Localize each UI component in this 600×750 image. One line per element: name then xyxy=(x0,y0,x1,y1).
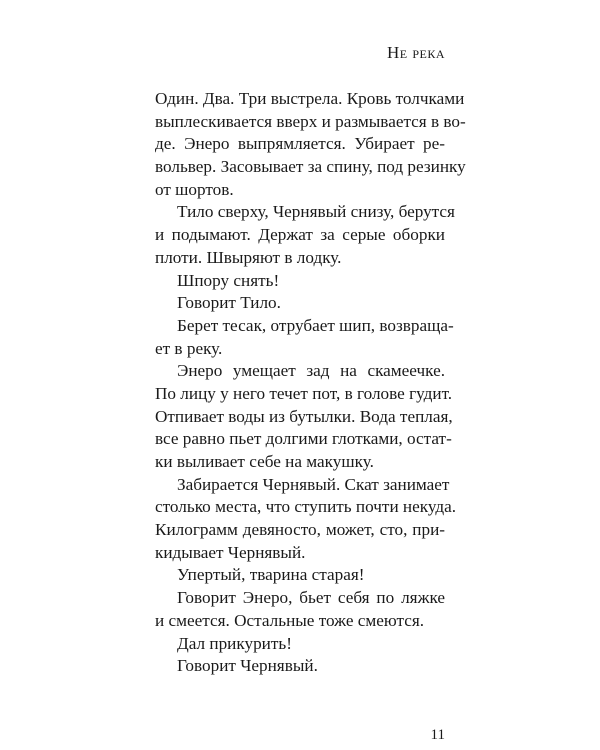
text-line: Говорит Тило. xyxy=(177,293,281,313)
text-line: Шпору снять! xyxy=(177,270,280,290)
text-line: и подымают. Держат за серые оборки xyxy=(155,225,445,245)
text-line: плоти. Швыряют в лодку. xyxy=(155,247,342,267)
text-line: Дал прикурить! xyxy=(177,633,292,653)
running-header: Не река xyxy=(386,43,445,62)
text-line: Забирается Чернявый. Скат занимает xyxy=(177,474,450,494)
text-line: Килограмм девяносто, может, сто, при- xyxy=(155,520,445,540)
text-line: от шортов. xyxy=(155,179,234,199)
text-line: Отпивает воды из бутылки. Вода теплая, xyxy=(155,406,453,426)
text-line: Говорит Энеро, бьет себя по ляжке xyxy=(177,588,445,608)
text-line: Говорит Чернявый. xyxy=(177,656,318,676)
text-line: Энеро умещает зад на скамеечке. xyxy=(177,361,445,381)
text-line: столько места, что ступить почти некуда. xyxy=(155,497,457,517)
text-line: кидывает Чернявый. xyxy=(155,542,306,562)
text-line: все равно пьет долгими глотками, остат- xyxy=(155,429,452,449)
body-text xyxy=(155,88,466,678)
text-line: де. Энеро выпрямляется. Убирает ре- xyxy=(155,134,445,154)
text-line: вольвер. Засовывает за спину, под резинку xyxy=(155,157,466,177)
text-line: ки выливает себе на макушку. xyxy=(155,452,374,471)
text-line: Упертый, тварина старая! xyxy=(177,565,365,585)
text-line: выплескивается вверх и размывается в во- xyxy=(155,111,466,131)
text-line: и смеется. Остальные тоже смеются. xyxy=(155,610,425,630)
text-line: ет в реку. xyxy=(155,338,223,358)
text-line: Берет тесак, отрубает шип, возвраща- xyxy=(177,315,454,335)
text-line: Тило сверху, Чернявый снизу, берутся xyxy=(177,202,455,222)
page-number: 11 xyxy=(430,727,445,743)
text-line: По лицу у него течет пот, в голове гудит. xyxy=(155,383,453,403)
text-line: Один. Два. Три выстрела. Кровь толчками xyxy=(155,89,465,108)
